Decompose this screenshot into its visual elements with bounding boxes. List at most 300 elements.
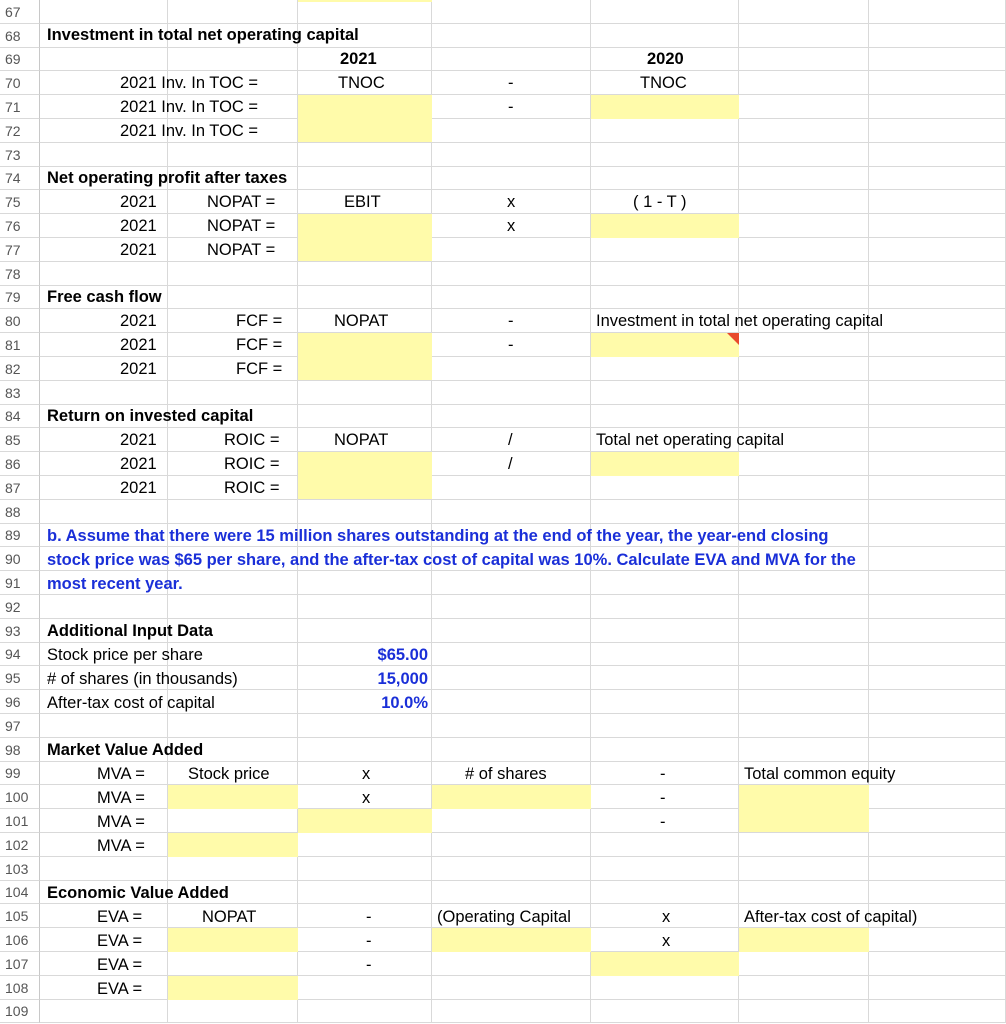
grid-cell[interactable] — [168, 0, 298, 24]
grid-cell[interactable] — [739, 690, 869, 714]
grid-cell[interactable] — [168, 500, 298, 524]
grid-cell[interactable] — [591, 262, 739, 286]
grid-cell[interactable] — [168, 714, 298, 738]
toc-label: 2021 Inv. In TOC = — [120, 122, 259, 140]
fcf-year: 2021 — [120, 312, 157, 330]
minus-sign: - — [366, 956, 372, 974]
times-sign: x — [662, 908, 671, 926]
grid-cell[interactable] — [432, 809, 591, 833]
grid-cell[interactable] — [591, 666, 739, 690]
minus-sign: - — [508, 312, 514, 330]
nopat-ebit: EBIT — [344, 193, 381, 211]
row-header[interactable]: 93 — [0, 619, 40, 643]
grid-cell[interactable] — [739, 214, 869, 238]
grid-cell[interactable] — [168, 1000, 298, 1023]
eva-nopat: NOPAT — [202, 908, 257, 926]
grid-cell[interactable] — [40, 857, 168, 881]
row-header[interactable]: 69 — [0, 48, 40, 71]
grid-cell[interactable] — [432, 286, 591, 309]
grid-cell[interactable] — [739, 143, 869, 167]
row-header[interactable]: 89 — [0, 524, 40, 547]
section-title-roic: Return on invested capital — [47, 407, 254, 425]
mva-eq: MVA = — [97, 813, 145, 831]
nopat-year: 2021 — [120, 217, 157, 235]
grid-cell[interactable] — [298, 381, 432, 405]
row-header[interactable]: 72 — [0, 119, 40, 143]
grid-cell[interactable] — [591, 714, 739, 738]
fcf-eq: FCF = — [236, 360, 283, 378]
input-value-price[interactable]: $65.00 — [377, 646, 428, 664]
grid-cell[interactable] — [298, 500, 432, 524]
input-cell-eva-capital-charge[interactable] — [591, 952, 739, 976]
minus-sign: - — [366, 932, 372, 950]
minus-sign: - — [660, 765, 666, 783]
grid-cell[interactable] — [298, 857, 432, 881]
grid-cell[interactable] — [298, 143, 432, 167]
eva-opcap: (Operating Capital — [437, 908, 571, 926]
grid-cell[interactable] — [869, 71, 1006, 95]
grid-cell[interactable] — [739, 24, 869, 48]
row-header[interactable]: 100 — [0, 785, 40, 809]
grid-cell[interactable] — [168, 857, 298, 881]
grid-cell[interactable] — [869, 357, 1006, 381]
row-header[interactable]: 109 — [0, 1000, 40, 1023]
grid-cell[interactable] — [869, 405, 1006, 428]
grid-cell[interactable] — [869, 286, 1006, 309]
grid-cell[interactable] — [591, 476, 739, 500]
grid-cell[interactable] — [432, 0, 591, 24]
nopat-year: 2021 — [120, 241, 157, 259]
row-header[interactable]: 67 — [0, 0, 40, 24]
grid-cell[interactable] — [739, 48, 869, 71]
row-header[interactable]: 81 — [0, 333, 40, 357]
grid-cell[interactable] — [739, 714, 869, 738]
grid-cell[interactable] — [40, 48, 168, 71]
row-header[interactable]: 96 — [0, 690, 40, 714]
grid-cell[interactable] — [298, 619, 432, 643]
row-header[interactable]: 94 — [0, 643, 40, 666]
grid-cell[interactable] — [591, 286, 739, 309]
input-cell-2021-tnoc[interactable] — [298, 95, 432, 142]
grid-cell[interactable] — [168, 262, 298, 286]
grid-cell[interactable] — [869, 476, 1006, 500]
grid-cell[interactable] — [298, 286, 432, 309]
row-header[interactable]: 68 — [0, 24, 40, 48]
grid-cell[interactable] — [739, 286, 869, 309]
row-header[interactable]: 79 — [0, 286, 40, 309]
input-cell-ebit[interactable] — [298, 214, 432, 261]
row-header[interactable]: 73 — [0, 143, 40, 167]
grid-cell[interactable] — [869, 809, 1006, 833]
grid-cell[interactable] — [432, 405, 591, 428]
grid-cell[interactable] — [739, 0, 869, 24]
grid-cell[interactable] — [432, 881, 591, 904]
grid-cell[interactable] — [869, 24, 1006, 48]
input-cell-fcf-nopat[interactable] — [298, 333, 432, 380]
grid-cell[interactable] — [869, 48, 1006, 71]
nopat-eq: NOPAT = — [207, 193, 276, 211]
row-header[interactable]: 87 — [0, 476, 40, 500]
grid-cell[interactable] — [591, 0, 739, 24]
toc-label: 2021 Inv. In TOC = — [120, 74, 259, 92]
eva-eq: EVA = — [97, 956, 143, 974]
input-cell-eva-wacc[interactable] — [739, 928, 869, 952]
input-cell-mva-result[interactable] — [168, 833, 298, 857]
row-header[interactable]: 90 — [0, 547, 40, 571]
nopat-year: 2021 — [120, 193, 157, 211]
grid-cell[interactable] — [168, 809, 298, 833]
grid-cell[interactable] — [739, 476, 869, 500]
grid-cell[interactable] — [869, 119, 1006, 143]
section-title-eva: Economic Value Added — [47, 884, 229, 902]
grid-cell[interactable] — [298, 952, 432, 976]
input-cell-2020-tnoc[interactable] — [591, 95, 739, 119]
comment-indicator[interactable] — [727, 333, 739, 345]
grid-cell[interactable] — [869, 0, 1006, 24]
row-header[interactable]: 91 — [0, 571, 40, 595]
input-cell-roic-nopat[interactable] — [298, 452, 432, 499]
grid-cell[interactable] — [869, 643, 1006, 666]
grid-cell[interactable] — [591, 405, 739, 428]
grid-cell[interactable] — [298, 262, 432, 286]
fcf-nopat: NOPAT — [334, 312, 389, 330]
grid-cell[interactable] — [432, 690, 591, 714]
grid-cell[interactable] — [40, 0, 168, 24]
grid-cell[interactable] — [432, 738, 591, 762]
grid-cell[interactable] — [298, 0, 432, 24]
toc-label: 2021 Inv. In TOC = — [120, 98, 259, 116]
fcf-eq: FCF = — [236, 336, 283, 354]
grid-cell[interactable] — [432, 976, 591, 1000]
grid-cell[interactable] — [591, 357, 739, 381]
grid-cell[interactable] — [432, 381, 591, 405]
grid-cell[interactable] — [869, 857, 1006, 881]
grid-cell[interactable] — [869, 785, 1006, 809]
eva-eq: EVA = — [97, 932, 143, 950]
grid-cell[interactable] — [432, 357, 591, 381]
grid-cell[interactable] — [869, 976, 1006, 1000]
grid-cell[interactable] — [739, 666, 869, 690]
row-header[interactable]: 70 — [0, 71, 40, 95]
grid-cell[interactable] — [591, 690, 739, 714]
grid-cell[interactable] — [168, 143, 298, 167]
grid-cell[interactable] — [739, 190, 869, 214]
row-header[interactable]: 97 — [0, 714, 40, 738]
mva-eq: MVA = — [97, 765, 145, 783]
grid-cell[interactable] — [869, 238, 1006, 262]
times-sign: x — [362, 765, 371, 783]
row-header[interactable]: 71 — [0, 95, 40, 119]
grid-cell[interactable] — [869, 952, 1006, 976]
row-header[interactable]: 108 — [0, 976, 40, 1000]
grid-cell[interactable] — [432, 1000, 591, 1023]
grid-cell[interactable] — [739, 976, 869, 1000]
grid-cell[interactable] — [298, 405, 432, 428]
toc-tnoc-2020: TNOC — [640, 74, 687, 92]
question-line: most recent year. — [47, 575, 183, 593]
grid-cell[interactable] — [168, 595, 298, 619]
grid-cell[interactable] — [869, 214, 1006, 238]
grid-cell[interactable] — [298, 928, 432, 952]
grid-cell[interactable] — [40, 595, 168, 619]
grid-cell[interactable] — [739, 881, 869, 904]
grid-cell[interactable] — [869, 309, 1006, 333]
grid-cell[interactable] — [40, 500, 168, 524]
grid-cell[interactable] — [739, 167, 869, 190]
row-header[interactable]: 84 — [0, 405, 40, 428]
grid-cell[interactable] — [591, 1000, 739, 1023]
grid-cell[interactable] — [591, 167, 739, 190]
row-header[interactable]: 102 — [0, 833, 40, 857]
roic-year: 2021 — [120, 431, 157, 449]
grid-cell[interactable] — [591, 619, 739, 643]
grid-cell[interactable] — [739, 381, 869, 405]
grid-cell[interactable] — [298, 976, 432, 1000]
input-cell-mva-price[interactable] — [168, 785, 298, 809]
grid-cell[interactable] — [432, 48, 591, 71]
grid-cell[interactable] — [432, 119, 591, 143]
grid-cell[interactable] — [591, 881, 739, 904]
grid-cell[interactable] — [40, 714, 168, 738]
row-header[interactable]: 104 — [0, 881, 40, 904]
grid-cell[interactable] — [869, 333, 1006, 357]
grid-cell[interactable] — [432, 167, 591, 190]
grid-cell[interactable] — [168, 381, 298, 405]
grid-cell[interactable] — [739, 500, 869, 524]
grid-cell[interactable] — [869, 143, 1006, 167]
fcf-year: 2021 — [120, 360, 157, 378]
grid-cell[interactable] — [739, 1000, 869, 1023]
roic-eq: ROIC = — [224, 455, 280, 473]
section-title-toc: Investment in total net operating capital — [47, 26, 359, 44]
grid-cell[interactable] — [168, 571, 298, 595]
row-header[interactable]: 103 — [0, 857, 40, 881]
mva-eq: MVA = — [97, 789, 145, 807]
grid-cell[interactable] — [869, 833, 1006, 857]
input-cell-mva-market-value[interactable] — [298, 809, 432, 833]
grid-cell[interactable] — [40, 381, 168, 405]
grid-cell[interactable] — [298, 738, 432, 762]
nopat-tax-factor: ( 1 - T ) — [633, 193, 687, 211]
grid-cell[interactable] — [591, 595, 739, 619]
row-header[interactable]: 92 — [0, 595, 40, 619]
grid-cell[interactable] — [739, 643, 869, 666]
grid-cell[interactable] — [591, 119, 739, 143]
grid-cell[interactable] — [739, 738, 869, 762]
input-value-wacc[interactable]: 10.0% — [381, 694, 428, 712]
question-line: b. Assume that there were 15 million shares outstanding at the end of the year, the year-end closing — [47, 527, 829, 545]
grid-cell[interactable] — [739, 119, 869, 143]
grid-cell[interactable] — [168, 952, 298, 976]
grid-cell[interactable] — [739, 619, 869, 643]
grid-cell[interactable] — [298, 714, 432, 738]
grid-cell[interactable] — [591, 643, 739, 666]
grid-cell[interactable] — [40, 262, 168, 286]
input-label-shares: # of shares (in thousands) — [47, 670, 238, 688]
grid-cell[interactable] — [869, 714, 1006, 738]
grid-cell[interactable] — [869, 571, 1006, 595]
grid-cell[interactable] — [739, 405, 869, 428]
grid-cell[interactable] — [869, 452, 1006, 476]
grid-cell[interactable] — [432, 666, 591, 690]
grid-cell[interactable] — [869, 428, 1006, 452]
divide-sign: / — [508, 431, 513, 449]
grid-cell[interactable] — [432, 262, 591, 286]
grid-cell[interactable] — [591, 381, 739, 405]
grid-cell[interactable] — [739, 357, 869, 381]
grid-cell[interactable] — [591, 738, 739, 762]
grid-cell[interactable] — [298, 1000, 432, 1023]
minus-sign: - — [508, 74, 514, 92]
input-cell-mva-shares[interactable] — [432, 785, 591, 809]
grid-cell[interactable] — [869, 881, 1006, 904]
grid-cell[interactable] — [432, 476, 591, 500]
minus-sign: - — [660, 813, 666, 831]
grid-cell[interactable] — [40, 143, 168, 167]
grid-cell[interactable] — [432, 619, 591, 643]
row-header[interactable]: 101 — [0, 809, 40, 833]
grid-cell[interactable] — [591, 857, 739, 881]
grid-cell[interactable] — [591, 143, 739, 167]
row-header[interactable]: 98 — [0, 738, 40, 762]
grid-cell[interactable] — [739, 238, 869, 262]
grid-cell[interactable] — [739, 857, 869, 881]
row-header[interactable]: 83 — [0, 381, 40, 405]
grid-cell[interactable] — [432, 238, 591, 262]
grid-cell[interactable] — [432, 571, 591, 595]
roic-year: 2021 — [120, 455, 157, 473]
row-header[interactable]: 95 — [0, 666, 40, 690]
mva-shares: # of shares — [465, 765, 547, 783]
grid-cell[interactable] — [869, 262, 1006, 286]
grid-cell[interactable] — [298, 904, 432, 928]
grid-cell[interactable] — [298, 833, 432, 857]
row-header[interactable]: 78 — [0, 262, 40, 286]
grid-cell[interactable] — [869, 619, 1006, 643]
col-header-2020: 2020 — [647, 50, 684, 68]
grid-cell[interactable] — [739, 833, 869, 857]
times-sign: x — [662, 932, 671, 950]
times-sign: x — [507, 217, 516, 235]
grid-cell[interactable] — [591, 571, 739, 595]
input-cell-eva-nopat[interactable] — [168, 928, 298, 952]
row-header[interactable]: 80 — [0, 309, 40, 333]
grid-cell[interactable] — [869, 690, 1006, 714]
row-header[interactable]: 86 — [0, 452, 40, 476]
grid-cell[interactable] — [869, 1000, 1006, 1023]
grid-cell[interactable] — [869, 738, 1006, 762]
row-header[interactable]: 82 — [0, 357, 40, 381]
row-header[interactable]: 85 — [0, 428, 40, 452]
grid-cell[interactable] — [298, 881, 432, 904]
row-header[interactable]: 74 — [0, 167, 40, 190]
grid-cell[interactable] — [432, 714, 591, 738]
grid-cell[interactable] — [298, 167, 432, 190]
grid-cell[interactable] — [40, 1000, 168, 1023]
grid-cell[interactable] — [298, 571, 432, 595]
grid-cell[interactable] — [869, 167, 1006, 190]
eva-eq: EVA = — [97, 980, 143, 998]
input-value-shares[interactable]: 15,000 — [377, 670, 428, 688]
roic-eq: ROIC = — [224, 479, 280, 497]
grid-cell[interactable] — [739, 262, 869, 286]
grid-cell[interactable] — [739, 452, 869, 476]
grid-cell[interactable] — [869, 500, 1006, 524]
eva-eq: EVA = — [97, 908, 143, 926]
row-header[interactable]: 76 — [0, 214, 40, 238]
grid-cell[interactable] — [591, 500, 739, 524]
roic-tnoc: Total net operating capital — [596, 431, 785, 449]
grid-cell[interactable] — [432, 143, 591, 167]
row-header[interactable]: 105 — [0, 904, 40, 928]
fcf-investment: Investment in total net operating capital — [596, 312, 884, 330]
toc-tnoc-2021: TNOC — [338, 74, 385, 92]
input-cell-mva-equity[interactable] — [739, 785, 869, 832]
grid-cell[interactable] — [869, 524, 1006, 547]
grid-cell[interactable] — [739, 95, 869, 119]
grid-cell[interactable] — [869, 95, 1006, 119]
row-header[interactable]: 75 — [0, 190, 40, 214]
grid-cell[interactable] — [432, 24, 591, 48]
grid-cell[interactable] — [432, 595, 591, 619]
grid-cell[interactable] — [739, 333, 869, 357]
grid-cell[interactable] — [591, 24, 739, 48]
grid-cell[interactable] — [591, 238, 739, 262]
mva-stock-price: Stock price — [188, 765, 270, 783]
grid-cell[interactable] — [432, 952, 591, 976]
mva-eq: MVA = — [97, 837, 145, 855]
row-header[interactable]: 107 — [0, 952, 40, 976]
grid-cell[interactable] — [432, 500, 591, 524]
grid-cell[interactable] — [869, 928, 1006, 952]
grid-cell[interactable] — [432, 643, 591, 666]
grid-cell[interactable] — [739, 71, 869, 95]
section-title-mva: Market Value Added — [47, 741, 204, 759]
row-header[interactable]: 99 — [0, 762, 40, 785]
row-header[interactable]: 106 — [0, 928, 40, 952]
nopat-eq: NOPAT = — [207, 241, 276, 259]
grid-cell[interactable] — [591, 976, 739, 1000]
grid-cell[interactable] — [739, 595, 869, 619]
input-cell-fcf-investment[interactable] — [591, 333, 739, 357]
grid-cell[interactable] — [168, 48, 298, 71]
grid-cell[interactable] — [168, 286, 298, 309]
input-cell-eva-opcap[interactable] — [432, 928, 591, 952]
grid-cell[interactable] — [869, 381, 1006, 405]
grid-cell[interactable] — [869, 547, 1006, 571]
grid-cell[interactable] — [869, 190, 1006, 214]
minus-sign: - — [508, 98, 514, 116]
grid-cell[interactable] — [869, 595, 1006, 619]
input-cell-tax-rate[interactable] — [591, 214, 739, 238]
grid-cell[interactable] — [591, 833, 739, 857]
grid-cell[interactable] — [432, 833, 591, 857]
roic-nopat: NOPAT — [334, 431, 389, 449]
grid-cell[interactable] — [298, 595, 432, 619]
divide-sign: / — [508, 455, 513, 473]
input-cell-eva-result[interactable] — [168, 976, 298, 1000]
row-header[interactable]: 88 — [0, 500, 40, 524]
grid-cell[interactable] — [739, 571, 869, 595]
times-sign: x — [362, 789, 371, 807]
input-cell-roic-tnoc[interactable] — [591, 452, 739, 476]
grid-cell[interactable] — [432, 857, 591, 881]
grid-cell[interactable] — [739, 952, 869, 976]
row-header[interactable]: 77 — [0, 238, 40, 262]
input-cell-top-edge[interactable] — [298, 0, 432, 2]
section-title-nopat: Net operating profit after taxes — [47, 169, 288, 187]
grid-cell[interactable] — [869, 666, 1006, 690]
